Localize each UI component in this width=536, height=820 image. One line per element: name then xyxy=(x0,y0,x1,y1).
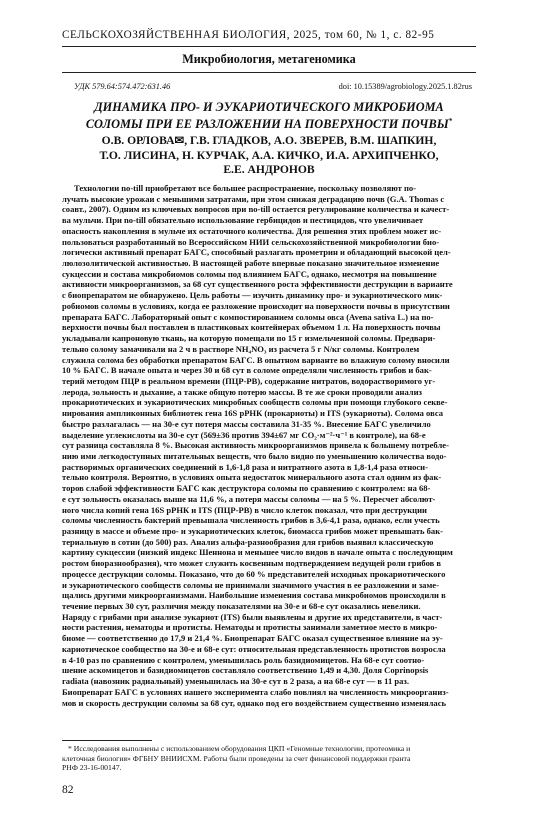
abstract-line: 10 % БАГС. В начале опыта и через 30 и 68 сут в соломе определяли численность грибов и бак- xyxy=(62,365,432,376)
title-line-2 xyxy=(62,114,476,131)
abstract-line: лучать высокие урожаи с меньшими затратами, при этом снижая деградацию почв (G.A. Thomas с xyxy=(62,193,445,204)
abstract-line: кариотическое сообщество на 30-е и 68-е сут: относительная представленность протистов возросла xyxy=(62,643,446,654)
abstract-line: radiata (навозник радиальный) уменьшилась на 30-е сут в 2 раза, а на 68-е сут — в 11 раз. xyxy=(62,676,409,687)
abstract-line: соавт., 2007). Одним из ключевых вопросов при no-till остается регулирование количества и качест- xyxy=(62,204,450,215)
footnote xyxy=(62,744,476,773)
abstract-line: разницу в массе и объеме про- и эукариотических клеток, биомасса грибов может превышать бак- xyxy=(62,526,443,536)
footnote-rule xyxy=(62,740,152,741)
article-title xyxy=(62,100,476,131)
abstract-line: биоме — соответственно до 17,9 и 21,4 %. Биопрепарат БАГС оказал существенное влияние на эу- xyxy=(62,633,443,644)
abstract-line: ва мульчи. При no-till обязательно использование гербицидов и пестицидов, что увеличивает xyxy=(62,215,424,226)
authors xyxy=(62,134,476,178)
abstract-line: верхности почвы был поставлен в пластиковых контейнерах объемом 1 л. На поверхность почвы xyxy=(62,322,441,333)
title-line-1: ДИНАМИКА ПРО- И ЭУКАРИОТИЧЕСКОГО МИКРОБИОМА xyxy=(94,100,444,114)
abstract-line: течение первых 30 сут, различия между показателями на 30-е и 68-е сут оказались невелики. xyxy=(62,601,421,612)
abstract-line: нирования ампликонных библиотек гена 16S рРНК (прокариоты) и ITS (эукариоты). Солома овса xyxy=(62,408,444,419)
abstract-line: сукцессии и состава микробиомов соломы под влиянием БАГС, однако, несмотря на повышение xyxy=(62,268,437,279)
abstract-line: тельно контроля. Вероятно, в условиях опыта недостаток минерального азота стал одним из фак- xyxy=(62,472,442,483)
abstract-line: ного числа копий гена 16S рРНК и ITS (ПЦР-РВ) в число клеток показал, что при деструкции xyxy=(62,504,427,515)
udk-code: УДК 579.64:574.472:631.46 xyxy=(74,82,171,91)
abstract-line: служила солома без обработки препаратом БАГС. В опытном варианте во влажную солому вносили xyxy=(62,354,450,365)
abstract-line: териальную в сотни (до 500) раз. Анализ альфа-разнообразия для грибов выявил классическую xyxy=(62,536,434,547)
abstract xyxy=(62,183,476,708)
abstract-line: с биопрепаратом не обнаружено. Цель работы — изучить динамику про- и эукариотического мик- xyxy=(62,290,443,301)
abstract-line: опасность накопления в мульче их остаточного количества. Для решения этих проблем может ис- xyxy=(62,225,442,236)
authors-line-2: Т.О. ЛИСИНА, Н. КУРЧАК, А.А. КИЧКО, И.А. АРХИПЧЕНКО, xyxy=(99,148,439,162)
header-rule xyxy=(62,46,476,47)
abstract-line: ности растения, нематоды и протисты. Нематоды и протисты занимали заметное место в микро- xyxy=(62,622,438,633)
abstract-line: люлозолитической активностью. В настоящей работе впервые показано значительное изменение xyxy=(62,258,440,269)
abstract-line: процессе деструкции соломы. Показано, что до 60 % представителей исходных прокариотического xyxy=(62,568,446,579)
abstract-line: соломы численность бактерий превышала численность грибов в 3,6-4,1 раза, однако, если учесть xyxy=(62,515,440,526)
page-number: 82 xyxy=(62,784,74,796)
abstract-line: логически активный препарат БАГС, способный разлагать прометрин и обладающий высокой цел- xyxy=(62,247,451,258)
authors-line-1: О.В. ОРЛОВА✉, Г.В. ГЛАДКОВ, А.О. ЗВЕРЕВ, В.М. ШАПКИН, xyxy=(101,134,437,147)
abstract-line: укладывали капроновую ткань, на которую помещали по 15 г измельченной соломы. Предвари- xyxy=(62,333,436,344)
abstract-line: растворимых органических соединений в 1,6-1,8 раза и нитратного азота в 1,8-1,4 раза относи- xyxy=(62,461,428,472)
abstract-line: ростом биоразнообразия), что может служить косвенным подтверждением ведущей роли грибов в xyxy=(62,558,442,569)
abstract-line: лерода, зольность и дыхание, а также общую потерю массы. В те же сроки проводили анализ xyxy=(62,386,422,397)
abstract-line: нию ими легкодоступных питательных веществ, что было видно по уменьшению количества водо- xyxy=(62,450,447,461)
abstract-line: прокариотических и эукариотических микробных сообществ соломы при помощи глубокого секве- xyxy=(62,397,448,408)
doi: doi: 10.15389/agrobiology.2025.1.82rus xyxy=(338,82,472,91)
abstract-line: картину сукцессии (низкий индекс Шеннона и меньшее число видов в начале опыта с последующим xyxy=(62,547,453,558)
abstract-line: выделение углекислоты на 30-е сут (569±36 против 394±67 мг CO₂·м⁻²·ч⁻¹ в контроле), на 68-е xyxy=(62,429,426,440)
abstract-line: и эукариотического сообществ соломы не принимали значимого участия в ее разложении и заме- xyxy=(62,579,439,590)
abstract-line: терий методом ПЦР в реальном времени (ПЦР-РВ), содержание нитратов, водорастворимого уг- xyxy=(62,375,436,386)
abstract-line: Биопрепарат БАГС в условиях нашего эксперимента слабо повлиял на численность микроорганиз- xyxy=(62,686,449,697)
abstract-line: препарата БАГС. Лабораторный опыт с компостированием соломы овса (Avena sativa L.) на по- xyxy=(62,311,434,322)
title-footnote-mark: * xyxy=(448,117,453,125)
section-title: Микробиология, метагеномика xyxy=(182,52,356,66)
abstract-line: активности микроорганизмов, за 68 сут существенного роста эффективности деструкции в варианте xyxy=(62,279,453,290)
abstract-line: сут разница составляла 8 %. Высокая активность микроорганизмов привела к большему потребле- xyxy=(62,440,449,451)
authors-line-3: Е.Е. АНДРОНОВ xyxy=(223,163,315,176)
footnote-line: * Исследования выполнены с использованием оборудования ЦКП «Геномные технологии, протеомика и xyxy=(68,744,411,753)
footnote-line: РНФ 23-16-00147. xyxy=(62,763,122,773)
abstract-line: робиомов соломы в условиях, когда ее разложение происходит на поверхности почвы в присутствии xyxy=(62,300,450,311)
abstract-line: Наряду с грибами при анализе эукариот (ITS) были выявлены и другие их представители, в част- xyxy=(62,611,443,622)
abstract-line: быстро разлагалась — на 30-е сут потеря массы составила 31-35 %. Внесение БАГС увеличило xyxy=(62,418,431,429)
abstract-line: е сут зольность оказалась выше на 11,6 %, а потеря массы соломы — на 5 %. Пересчет абсолют- xyxy=(62,493,436,504)
abstract-line: пользоваться разработанный во Всероссийском НИИ сельскохозяйственной микробиологии био- xyxy=(62,236,440,247)
abstract-line: щались другими микроорганизмами. Наибольшие изменения состава микробиомов происходили в xyxy=(62,590,446,601)
abstract-line: мов и скорость деструкции соломы за 68 сут, однако под его воздействием существенно изменялась xyxy=(62,697,447,708)
abstract-line: Технологии no-till приобретают все большее распространение, поскольку позволяют по- xyxy=(74,183,417,193)
abstract-line: шение аскомицетов и базидиомицетов составляло соответственно 1,49 и 4,30. Доля Coprinopsis xyxy=(62,665,429,676)
footnote-line: клеточная биология» ФГБНУ ВНИИСХМ. Работы были проведены за счет финансовой поддержки гранта xyxy=(62,753,411,763)
abstract-line: в 4-10 раз по сравнению с контролем, уменьшилась роль базидиомицетов. На 68-е сут соотно- xyxy=(62,654,425,665)
section-rule xyxy=(62,72,476,73)
abstract-line: торов слабой эффективности БАГС как деструктора соломы по сравнению с контролем: на 68- xyxy=(62,483,431,494)
abstract-line: тельно солому замачивали на 2 ч в растворе NH₄NO₃ из расчета 5 г N/кг соломы. Контролем xyxy=(62,343,420,354)
running-head: СЕЛЬСКОХОЗЯЙСТВЕННАЯ БИОЛОГИЯ, 2025, том 60, № 1, с. 82-95 xyxy=(62,29,435,41)
title-line-2-text: СОЛОМЫ ПРИ ЕЕ РАЗЛОЖЕНИИ НА ПОВЕРХНОСТИ ПОЧВЫ xyxy=(85,117,449,132)
